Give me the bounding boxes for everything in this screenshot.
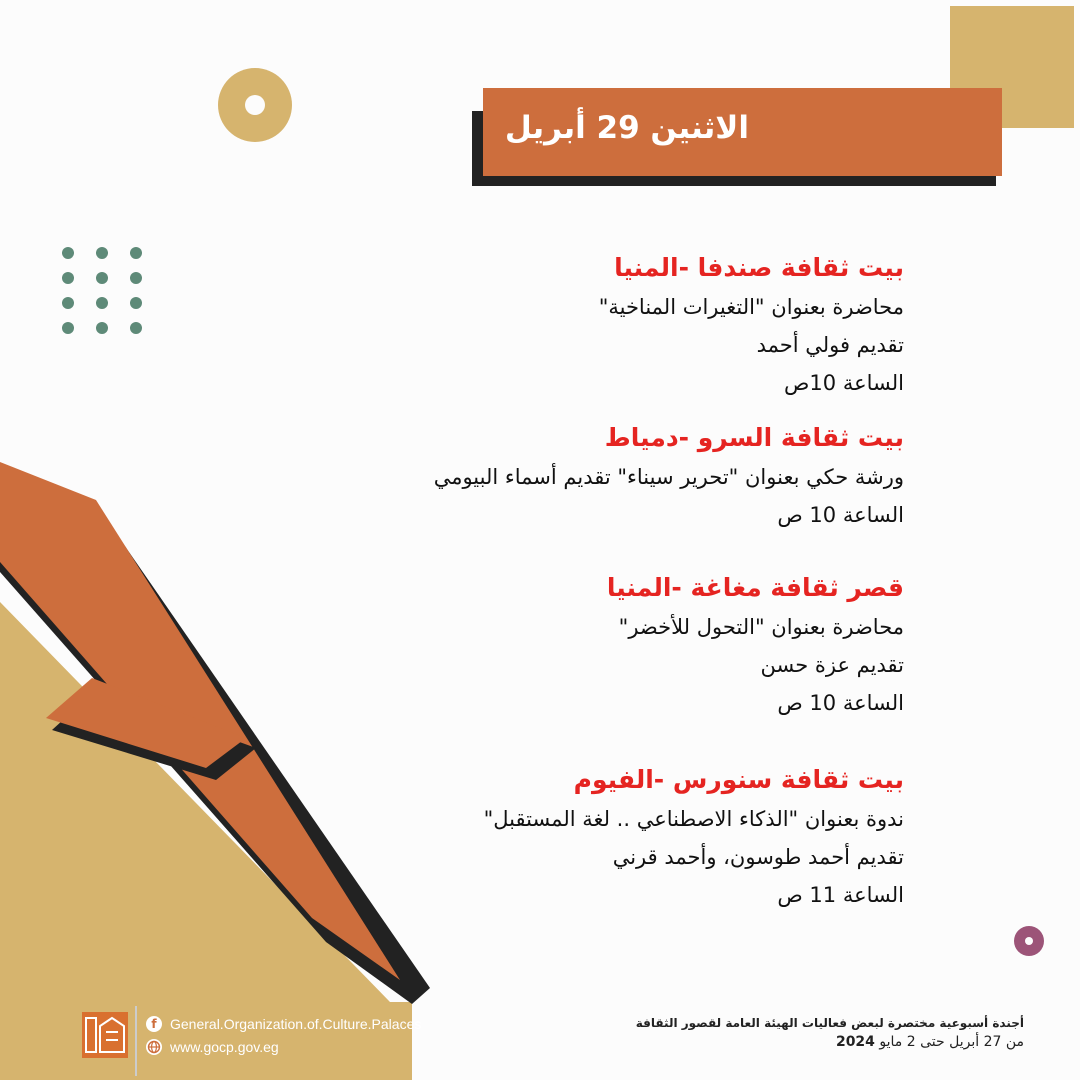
facebook-link[interactable] (146, 1016, 421, 1032)
website-link[interactable] (146, 1039, 279, 1055)
decorative-gold-ring (218, 68, 292, 142)
event-title: بيت ثقافة صندفا -المنيا (614, 253, 904, 282)
footer-divider (135, 1006, 137, 1076)
header-banner (483, 88, 1002, 176)
event-presenter: تقديم عزة حسن (760, 653, 904, 677)
globe-icon (146, 1039, 162, 1055)
date-range-text: من 27 أبريل حتى 2 مايو (879, 1034, 1024, 1050)
event-description: ورشة حكي بعنوان "تحرير سيناء" تقديم أسماء البيومي (433, 465, 904, 489)
page-title: الاثنين 29 أبريل (504, 110, 749, 146)
date-range-year: 2024 (835, 1034, 875, 1050)
event-title: بيت ثقافة سنورس -الفيوم (573, 765, 904, 794)
event-time: الساعة 10 ص (777, 691, 904, 715)
facebook-handle: General.Organization.of.Culture.Palaces (170, 1016, 422, 1032)
event-list (284, 248, 904, 914)
event-item (284, 760, 904, 914)
event-time: الساعة 11 ص (777, 883, 904, 907)
agenda-date-range (636, 1032, 1024, 1052)
event-item (284, 248, 904, 402)
event-item (284, 418, 904, 534)
event-description: محاضرة بعنوان "التغيرات المناخية" (598, 295, 904, 319)
event-time: الساعة 10 ص (777, 503, 904, 527)
event-title: قصر ثقافة مغاغة -المنيا (606, 573, 904, 602)
footer-agenda (636, 1014, 1024, 1052)
event-item (284, 568, 904, 722)
event-title: بيت ثقافة السرو -دمياط (604, 423, 904, 452)
agenda-caption: أجندة أسبوعية مختصرة لبعض فعاليات الهيئة العامة لقصور الثقافة (635, 1016, 1024, 1030)
website-url: www.gocp.gov.eg (170, 1039, 279, 1055)
organization-logo (82, 1012, 128, 1058)
event-time: الساعة 10ص (784, 371, 904, 395)
decorative-dot-grid (62, 247, 142, 334)
event-presenter: تقديم فولي أحمد (756, 333, 904, 357)
event-description: محاضرة بعنوان "التحول للأخضر" (618, 615, 904, 639)
event-description: ندوة بعنوان "الذكاء الاصطناعي .. لغة المستقبل" (483, 807, 904, 831)
decorative-pink-ring (1014, 926, 1044, 956)
event-presenter: تقديم أحمد طوسون، وأحمد قرني (612, 845, 904, 869)
facebook-icon: f (146, 1016, 162, 1032)
